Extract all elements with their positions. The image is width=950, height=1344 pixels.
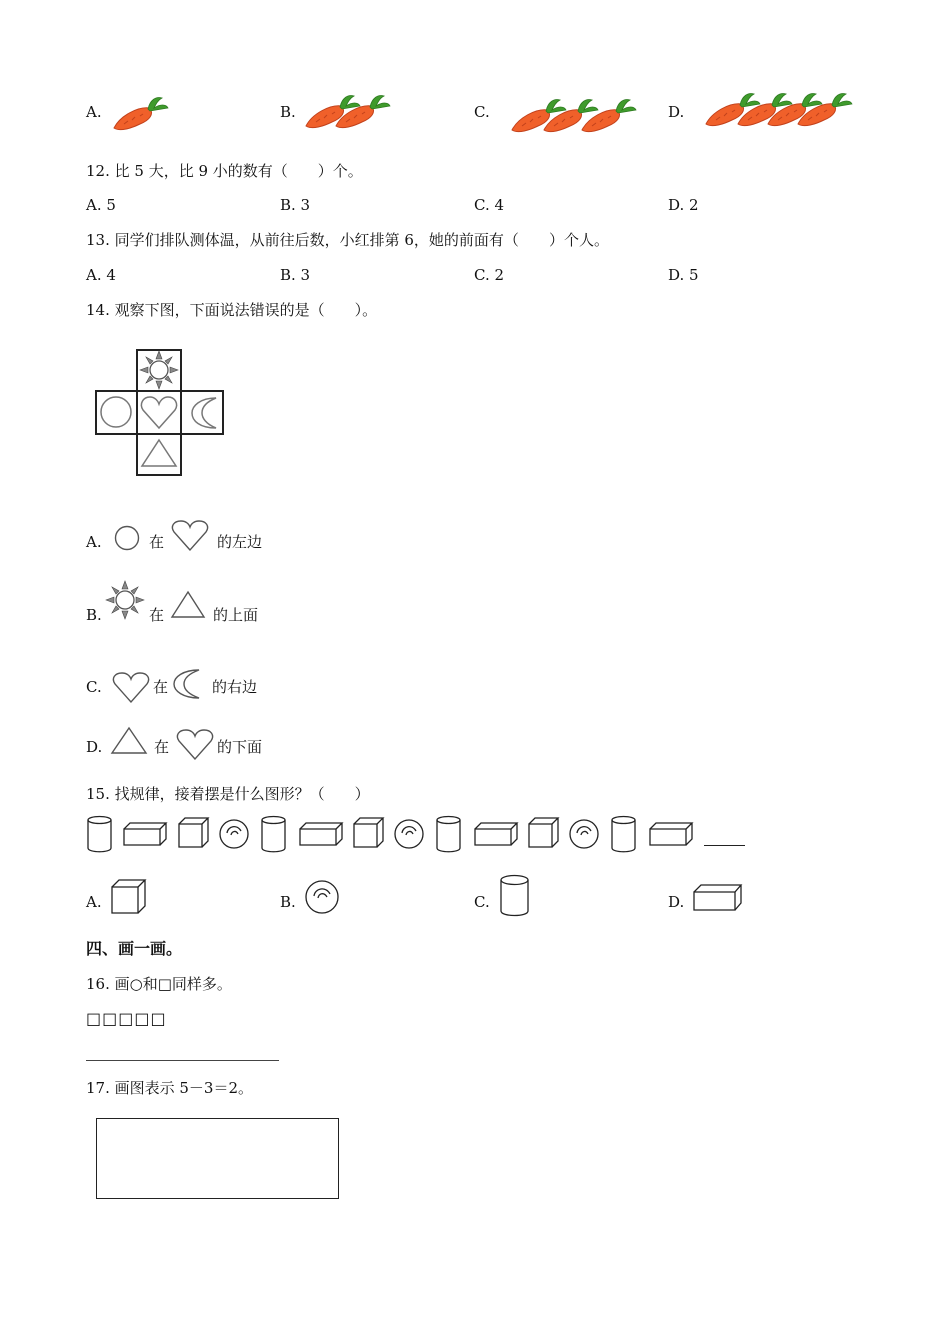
q12-option-d[interactable]: D. 2 — [668, 196, 699, 214]
q11-option-d-label: D. — [668, 103, 685, 121]
pattern-cuboid-2 — [299, 822, 344, 847]
pattern-sphere-1 — [219, 819, 250, 850]
pattern-cylinder-3 — [436, 815, 462, 855]
carrot-icon-group-c[interactable] — [508, 94, 638, 144]
q12-question: 12. 比 5 大，比 9 小的数有（ ）个。 — [86, 162, 363, 180]
q15-option-d-label[interactable]: D. — [668, 893, 685, 911]
pattern-cuboid-1 — [123, 822, 168, 847]
heart-icon — [141, 397, 176, 428]
q11-option-c-label: C. — [474, 103, 490, 121]
q14-question: 14. 观察下图，下面说法错误的是（ ）。 — [86, 301, 378, 319]
pattern-cuboid-4 — [649, 822, 694, 847]
carrot-icon-group-a[interactable] — [110, 92, 180, 142]
q14-option-b-label[interactable]: B. — [86, 606, 102, 624]
q14-option-a-tail: 的左边 — [217, 533, 263, 551]
pattern-cylinder-1 — [87, 815, 113, 855]
q12-option-c[interactable]: C. 4 — [474, 196, 505, 214]
triangle-icon — [111, 726, 149, 756]
cylinder-icon — [500, 874, 530, 918]
q16-question: 16. 画○和□同样多。 — [86, 975, 232, 993]
q11-option-a-label: A. — [86, 103, 102, 121]
q14-option-c-mid: 在 — [153, 678, 169, 696]
pattern-cube-1 — [178, 817, 210, 849]
sun-icon — [105, 580, 145, 620]
circle-icon — [114, 525, 142, 553]
pattern-sphere-2 — [394, 819, 425, 850]
heart-icon — [171, 520, 211, 552]
q15-option-a-label[interactable]: A. — [86, 893, 102, 911]
q12-option-a[interactable]: A. 5 — [86, 196, 116, 214]
carrot-icon-group-b[interactable] — [302, 90, 402, 140]
sun-icon — [140, 351, 178, 389]
carrot-icon-group-d[interactable] — [702, 88, 852, 138]
cuboid-icon — [693, 884, 743, 912]
q13-option-c[interactable]: C. 2 — [474, 266, 505, 284]
q14-option-c-label[interactable]: C. — [86, 678, 102, 696]
q16-answer-line[interactable] — [86, 1060, 279, 1061]
q14-option-a-mid: 在 — [149, 533, 165, 551]
q15-option-c-label[interactable]: C. — [474, 893, 490, 911]
section-title: 四、画一画。 — [86, 939, 183, 958]
q13-option-a[interactable]: A. 4 — [86, 266, 116, 284]
q14-option-d-mid: 在 — [154, 738, 170, 756]
sphere-icon — [305, 880, 341, 916]
q14-option-b-tail: 的上面 — [213, 606, 259, 624]
cube-net-figure — [94, 348, 226, 478]
pattern-cuboid-3 — [474, 822, 519, 847]
q16-squares: □□□□□ — [86, 1009, 167, 1028]
q14-option-b-mid: 在 — [149, 606, 165, 624]
pattern-cube-2 — [353, 817, 385, 849]
heart-icon — [112, 672, 152, 704]
q14-option-d-tail: 的下面 — [217, 738, 263, 756]
q14-option-a-label[interactable]: A. — [86, 533, 102, 551]
circle-icon — [101, 397, 131, 427]
q13-question: 13. 同学们排队测体温，从前往后数，小红排第 6，她的前面有（ ）个人。 — [86, 231, 609, 249]
moon-icon — [192, 398, 216, 428]
triangle-icon — [142, 440, 176, 466]
heart-icon — [176, 729, 216, 761]
pattern-sphere-3 — [569, 819, 600, 850]
pattern-cylinder-2 — [261, 815, 287, 855]
q14-option-d-label[interactable]: D. — [86, 738, 103, 756]
q15-option-b-label[interactable]: B. — [280, 893, 296, 911]
q15-question: 15. 找规律，接着摆是什么图形？（ ） — [86, 785, 370, 803]
q13-option-d[interactable]: D. 5 — [668, 266, 699, 284]
q17-drawing-box[interactable] — [96, 1118, 339, 1199]
pattern-cylinder-4 — [611, 815, 637, 855]
answer-blank-line[interactable] — [704, 845, 745, 846]
pattern-cube-3 — [528, 817, 560, 849]
cube-icon — [111, 879, 147, 915]
triangle-icon — [171, 590, 207, 620]
q13-option-b[interactable]: B. 3 — [280, 266, 311, 284]
q11-option-b-label: B. — [280, 103, 296, 121]
moon-icon — [171, 668, 205, 700]
q17-question: 17. 画图表示 5－3＝2。 — [86, 1079, 254, 1097]
q12-option-b[interactable]: B. 3 — [280, 196, 311, 214]
q14-option-c-tail: 的右边 — [212, 678, 258, 696]
